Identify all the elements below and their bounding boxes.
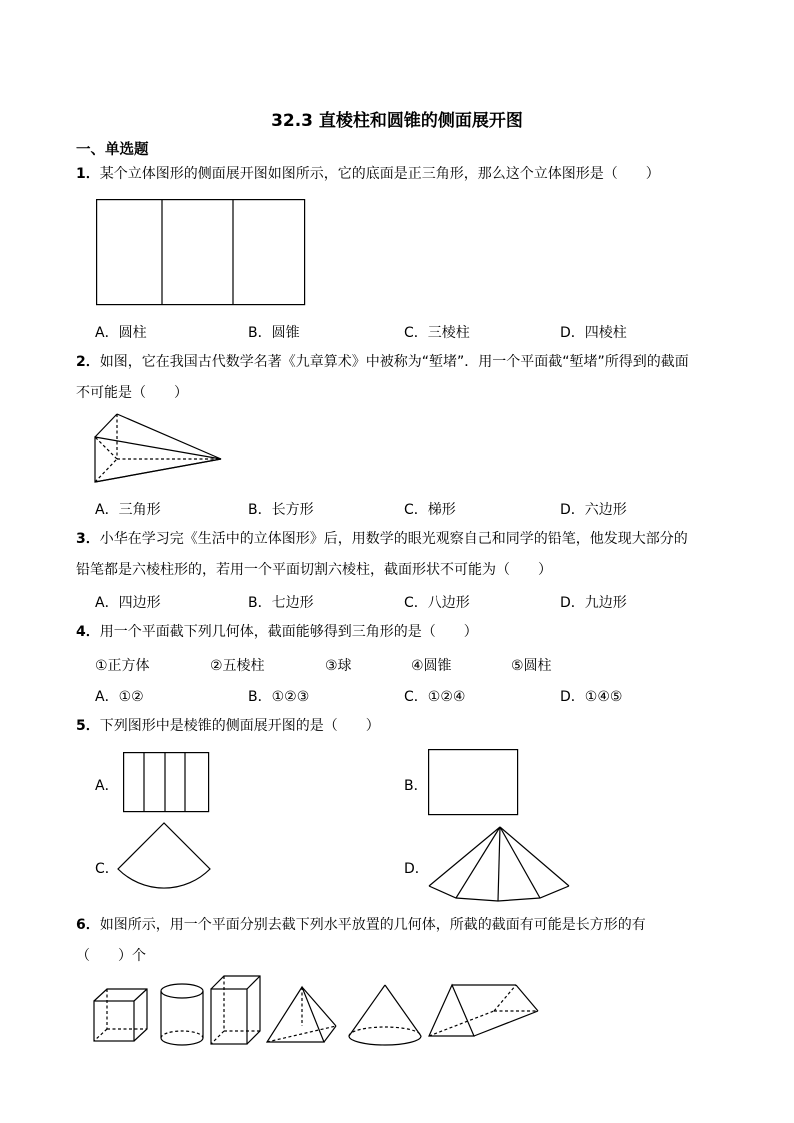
question-text: 用一个平面截下列几何体，截面能够得到三角形的是（ ） — [99, 624, 478, 640]
q5-option-a-label[interactable]: A． — [95, 778, 119, 794]
question-1 — [76, 164, 660, 184]
q1-figure-net — [96, 199, 306, 306]
q4-item-1: ①正方体 — [95, 658, 150, 674]
q4-item-5: ⑤圆柱 — [511, 658, 552, 674]
q4-option-c[interactable]: C．①②④ — [404, 689, 466, 705]
q3-option-c[interactable]: C．八边形 — [404, 595, 470, 611]
q5-option-d-label[interactable]: D． — [404, 861, 429, 877]
question-6 — [76, 915, 646, 935]
q4-item-2: ②五棱柱 — [210, 658, 265, 674]
q6-figure-cylinder — [159, 983, 205, 1047]
question-text: 某个立体图形的侧面展开图如图所示，它的底面是正三角形，那么这个立体图形是（ ） — [99, 166, 660, 182]
question-text: 如图，它在我国古代数学名著《九章算术》中被称为“堑堵”．用一个平面截“堑堵”所得到的截面 — [99, 354, 689, 370]
q2-option-a[interactable]: A．三角形 — [95, 502, 161, 518]
q5-option-b-label[interactable]: B． — [404, 778, 428, 794]
question-2 — [76, 352, 689, 372]
q6-figure-cone — [347, 984, 423, 1048]
question-6-line-2: （ ）个 — [76, 948, 146, 964]
section-heading: 一、单选题 — [76, 142, 149, 158]
question-number: 3． — [76, 531, 100, 547]
question-number: 1． — [76, 166, 100, 182]
question-text: 下列图形中是棱锥的侧面展开图的是（ ） — [99, 718, 380, 734]
q6-figure-triangular-pyramid — [266, 986, 338, 1046]
q1-option-a[interactable]: A．圆柱 — [95, 325, 147, 341]
question-text: 如图所示，用一个平面分别去截下列水平放置的几何体，所截的截面有可能是长方形的有 — [99, 917, 646, 933]
q4-option-b[interactable]: B．①②③ — [248, 689, 310, 705]
q5-figure-a-rectangles[interactable] — [123, 752, 211, 814]
q5-figure-d-pyramid-net[interactable] — [428, 826, 572, 904]
q4-option-d[interactable]: D．①④⑤ — [560, 689, 623, 705]
q6-figure-cube — [93, 988, 149, 1044]
q4-item-4: ④圆锥 — [411, 658, 452, 674]
q2-option-d[interactable]: D．六边形 — [560, 502, 627, 518]
q3-option-b[interactable]: B．七边形 — [248, 595, 314, 611]
page-title: 32.3 直棱柱和圆锥的侧面展开图 — [271, 111, 523, 131]
q4-item-3: ③球 — [325, 658, 352, 674]
q2-figure-qiandu-prism — [94, 413, 224, 485]
question-number: 2． — [76, 354, 100, 370]
q1-option-c[interactable]: C．三棱柱 — [404, 325, 470, 341]
q1-option-b[interactable]: B．圆锥 — [248, 325, 300, 341]
q4-option-a[interactable]: A．①② — [95, 689, 144, 705]
q2-option-c[interactable]: C．梯形 — [404, 502, 456, 518]
question-number: 6． — [76, 917, 100, 933]
question-number: 4． — [76, 624, 100, 640]
q6-figure-square-prism — [210, 975, 262, 1047]
question-3-line-2: 铅笔都是六棱柱形的，若用一个平面切割六棱柱，截面形状不可能为（ ） — [76, 562, 552, 578]
question-5 — [76, 716, 380, 736]
q5-option-c-label[interactable]: C． — [95, 861, 119, 877]
q3-option-a[interactable]: A．四边形 — [95, 595, 161, 611]
question-number: 5． — [76, 718, 100, 734]
question-text: 小华在学习完《生活中的立体图形》后，用数学的眼光观察自己和同学的铅笔，他发现大部分的 — [99, 531, 688, 547]
q5-figure-c-sector[interactable] — [116, 822, 212, 900]
q3-option-d[interactable]: D．九边形 — [560, 595, 627, 611]
q6-figure-triangular-prism — [428, 984, 542, 1046]
q5-figure-b-rectangle[interactable] — [428, 749, 520, 817]
q1-option-d[interactable]: D．四棱柱 — [560, 325, 627, 341]
question-2-line-2: 不可能是（ ） — [76, 385, 188, 401]
question-4 — [76, 622, 478, 642]
q2-option-b[interactable]: B．长方形 — [248, 502, 314, 518]
question-3 — [76, 529, 688, 549]
